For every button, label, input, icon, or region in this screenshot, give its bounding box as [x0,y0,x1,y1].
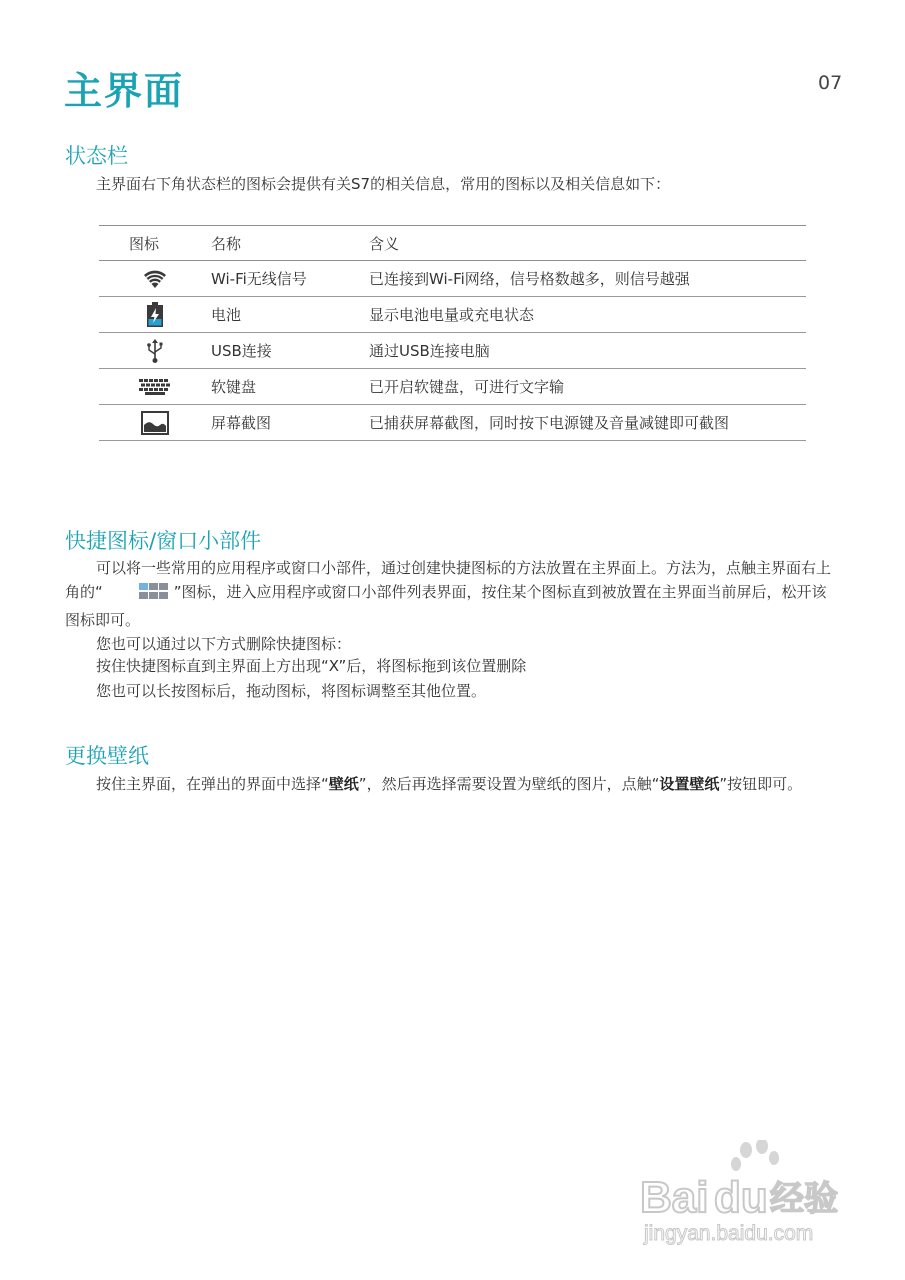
battery-charging-icon [99,297,211,333]
watermark-url: jingyan.baidu.com [644,1222,814,1245]
row-meaning: 已连接到Wi-Fi网络，信号格数越多，则信号越强 [369,261,806,297]
svg-text:du: du [714,1173,768,1222]
row-meaning: 已捕获屏幕截图，同时按下电源键及音量减键即可截图 [369,405,806,441]
watermark-logo-text: Bai [640,1173,709,1222]
baidu-jingyan-watermark [640,1140,860,1254]
table-row [99,333,806,369]
table-row [99,405,806,441]
row-name: Wi-Fi无线信号 [211,261,369,297]
wallpaper-text-3: ”按钮即可。 [719,775,803,793]
shortcuts-delete-intro: 您也可以通过以下方式删除快捷图标： [96,635,352,653]
shortcuts-paragraph [65,556,840,632]
keyboard-icon [99,369,211,405]
page-number: 07 [818,72,843,94]
screenshot-icon [99,405,211,441]
widgets-grid-icon [107,581,170,608]
row-meaning: 显示电池电量或充电状态 [369,297,806,333]
header-meaning: 含义 [369,226,806,261]
shortcuts-delete-step: 按住快捷图标直到主界面上方出现“X”后，将图标拖到该位置删除 [96,657,527,675]
wallpaper-text-2: ”，然后再选择需要设置为壁纸的图片，点触“ [358,775,660,793]
status-bar-intro: 主界面右下角状态栏的图标会提供有关S7的相关信息，常用的图标以及相关信息如下： [96,175,671,193]
wallpaper-paragraph [65,772,840,796]
header-icon: 图标 [99,226,211,261]
table-row [99,261,806,297]
wallpaper-heading: 更换壁纸 [65,744,149,768]
shortcuts-heading: 快捷图标/窗口小部件 [65,529,262,553]
table-row [99,369,806,405]
shortcuts-move-tip: 您也可以长按图标后，拖动图标，将图标调整至其他位置。 [96,682,487,700]
table-row [99,297,806,333]
shortcuts-para-text-a: 可以将一些常用的应用程序或窗口小部件，通过创建快捷图标的方法放置在主界面上。方法为，点触主界面右上角的“ [65,559,832,601]
status-icon-table [99,225,806,441]
usb-icon [99,333,211,369]
row-meaning: 通过USB连接电脑 [369,333,806,369]
status-bar-heading: 状态栏 [65,144,128,168]
page-title: 主界面 [64,69,185,113]
row-meaning: 已开启软键盘，可进行文字输 [369,369,806,405]
wallpaper-text-1: 按住主界面，在弹出的界面中选择“ [96,775,329,793]
row-name: 软键盘 [211,369,369,405]
wallpaper-bold-2: 设置壁纸 [659,775,720,793]
wifi-icon [99,261,211,297]
row-name: 电池 [211,297,369,333]
svg-text:经验: 经验 [770,1179,838,1219]
header-name: 名称 [211,226,369,261]
shortcuts-para-text-b: ”图标，进入应用程序或窗口小部件列表界面，按住某个图标直到被放置在主界面当前屏后，松开该图标即可。 [65,583,827,629]
row-name: 屏幕截图 [211,405,369,441]
row-name: USB连接 [211,333,369,369]
wallpaper-bold-1: 壁纸 [328,775,359,793]
table-header-row [99,226,806,261]
